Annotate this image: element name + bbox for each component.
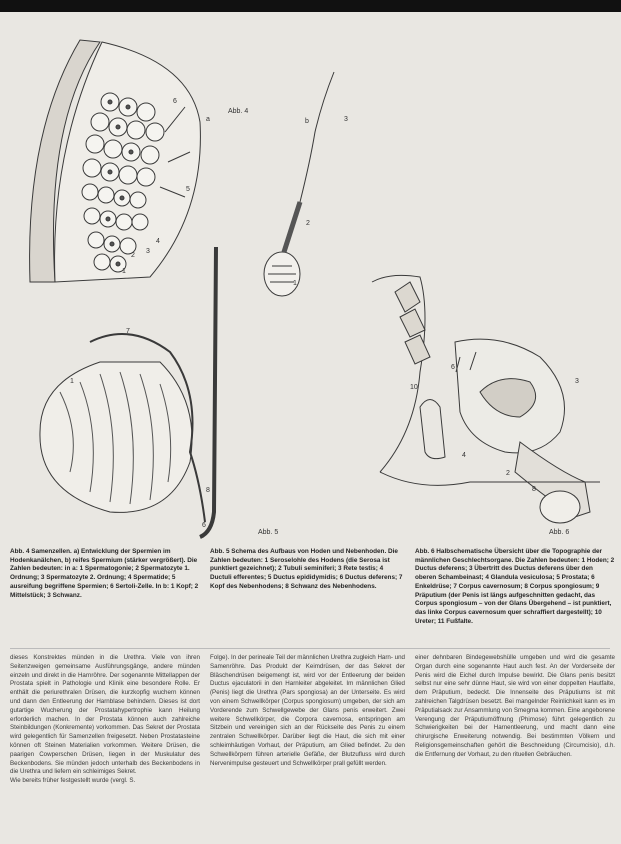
caption-col-3: [415, 548, 615, 627]
fig4-marker-3: 3: [146, 248, 150, 255]
fig6-marker-6: 6: [451, 364, 455, 371]
sperm-marker-3: 3: [344, 116, 348, 123]
sperm-marker-1: 1: [293, 280, 297, 287]
fig6-marker-3: 3: [575, 378, 579, 385]
body-col-2: [210, 654, 405, 768]
abb6-label: Abb. 6: [549, 529, 570, 536]
fig4-marker-2: 2: [131, 252, 135, 259]
fig6-marker-8: 8: [532, 486, 536, 493]
abb5-label: Abb. 5: [258, 529, 279, 536]
figure-area: [0, 12, 621, 547]
body-paragraph-3: einer dehnbaren Bindegewebshülle umgeben und wird die gesamte Organ durch eine sogenannte Haut auch fest. An der Vorderseite der Penis wird die Eichel durch Impulse bewirkt. Die Glans penis besitzt selbst nur eine sehr dünne Haut, sie wird von einer doppelten Hautfalte, dem Präputium, bedeckt. Die Innenseite des Präputiums ist mit zahlreichen Talgdrüsen besetzt. Bei mangelnder Reinlichkeit kann es im Präputialsack zur Ansammlung von Smegma kommen. Eine angeborene Verengung der Präputiumöffnung (Phimose) führt gelegentlich zu Schwierigkeiten bei der Harnentleerung, und macht dann eine chirurgische Erweiterung notwendig. Bei bestimmten Völkern und Religionsgemeinschaften gehört die Beschneidung (Circumcisio), d.h. die Entfernung der Vorhaut, zu den rituellen Gebräuchen.: [415, 654, 615, 758]
caption-abb4: Abb. 4 Samenzellen. a) Entwicklung der Spermien im Hodenkanälchen, b) reifes Spermium (stärker vergrößert). Die Zahlen bedeuten: in a: 1 Spermatogonie; 2 Spermatozyte 1. Ordnung; 3 Spermatozyte 2. Ordnung; 4 Spermatide; 5 ausreifung begriffene Spermien; 6 Sertoli-Zelle. In b: 1 Kopf; 2 Mittelstück; 3 Schwanz.: [10, 548, 199, 599]
caption-abb5: Abb. 5 Schema des Aufbaus von Hoden und Nebenhoden. Die Zahlen bedeuten: 1 Seroselohle des Hodens (die Serosa ist punktiert gezeichnet); 2 Tubuli seminiferi; 3 Rete testis; 4 Ductuli efferentes; 5 Ductus epididymidis; 6 Ductus deferens; 7 Kopf des Nebenhodens; 8 Schwanz des Nebenhodens.: [210, 548, 403, 590]
footnote: Wie bereits früher festgestellt wurde (vergl. S.: [10, 777, 136, 785]
body-col-1: [10, 654, 200, 786]
divider: [10, 648, 610, 649]
fig5-marker-8: 8: [206, 487, 210, 494]
sperm-marker-b: b: [305, 118, 309, 125]
figure-4b-sperm-cell: [264, 72, 334, 296]
body-paragraph-1: dieses Konstrektes münden in die Urethra. Viele von ihren Seitenzweigen gemeinsame Ausführungsgänge, andere münden einzeln und direkt in die Harnröhre. Der sogenannte Mittellappen der Prostata spielt in Pathologie und Klinik eine besondere Rolle. Er enthält die periurethralen Drüsen, die kurzkopfig wuchern können und dann den Entleerung der Harnblase behindern. Dieses ist dort gutartige Wucherung der Prostatahypertrophie kann Heilung erforderlich machen. In der Prostata können auch zahlreiche Steinbildungen (Konkremente) vorkommen. Das Sekret der Prostata wird gelegentlich für Samenzellen freigesetzt. Neben Prostatasteine können oft Steinen Materialien vorkommen. Weitere Drüsen, die paarigen Cowperschen Drüsen, liegen in der Muskulatur des Beckenbodens. Sie münden jedoch unterhalb des Beckenbodens in die Urethra und liefern ein schleimiges Sekret.: [10, 654, 200, 776]
fig6-marker-2: 2: [506, 470, 510, 477]
top-bar: [0, 0, 621, 12]
caption-row: [10, 548, 615, 646]
fig4-marker-5: 5: [186, 186, 190, 193]
fig6-marker-10: 10: [410, 384, 418, 391]
abb4b-label: Abb. 4: [228, 108, 249, 115]
figure-6-pelvic-topography: [372, 275, 600, 523]
fig4-marker-6: 6: [173, 98, 177, 105]
body-col-3: [415, 654, 615, 760]
fig5-marker-1: 1: [70, 378, 74, 385]
body-paragraph-2: Folge). In der perineale Teil der männlichen Urethra zugleich Harn- und Samenröhre. Das Produkt der Keimdrüsen, der das Sekret der Bläschendrüsen beigemengt ist, wird vor der Entleerung der beiden Ductus ejaculatorii in den Harnleiter abgeleitet. Im männlichen Glied (Penis) liegt die Urethra (Pars spongiosa) an der Unterseite. Es wird von einem Schwellkörper (Corpus spongiosum) umgeben, der sich am Vorderende zum Schwellgewebe der Glans penis erweitert. Zwei weitere Schwellkörper, die Corpora cavernosa, entspringen am Sitzbein und vereinigen sich an der Rückseite des Penis zu einem zentralen Schwellkörper. Darüber liegt die Haut, die sich mit einer schleimhäutigen Vorhaut, der Präputium, am Glied befindet. Zu den Schwellkörpern führen arterielle Gefäße, der Blutzufluss wird durch Nervenimpulse gesteuert und Schwellkörper prall gefüllt werden.: [210, 654, 405, 767]
body-text: [10, 654, 615, 842]
caption-col-1: [10, 548, 200, 601]
figure-4a-seminiferous-tubule: [30, 40, 201, 282]
anatomical-figures: [0, 12, 621, 547]
caption-col-2: [210, 548, 405, 593]
fig6-marker-4: 4: [462, 452, 466, 459]
fig4-marker-4: 4: [156, 238, 160, 245]
fig5-marker-6: 6: [202, 522, 206, 529]
caption-abb6: Abb. 6 Halbschematische Übersicht über die Topographie der männlichen Geschlechtsorgane. Die Zahlen bedeuten: 1 Hoden; 2 Ductus deferens; 3 Übertritt des Ductus deferens über den oberen Schambeinast; 4 Glandula vesiculosa; 5 Prostata; 6 Enkeldrüse; 7 Corpus cavernosum; 8 Corpus spongiosum; 9 Präputium (der Penis ist längs aufgeschnitten gedacht, das Corpus spongiosum – von der Glans Übergehend – ist punktiert, das linke Corpus cavernosum quer schraffiert dargestellt); 10 Ureter; 11 Fußfalte.: [415, 548, 615, 625]
fig4-marker-1: 1: [122, 268, 126, 275]
fig5-marker-7: 7: [126, 328, 130, 335]
fig4-marker-a: a: [206, 116, 210, 123]
sperm-marker-2: 2: [306, 220, 310, 227]
figure-5-testis-epididymis: [40, 247, 216, 537]
